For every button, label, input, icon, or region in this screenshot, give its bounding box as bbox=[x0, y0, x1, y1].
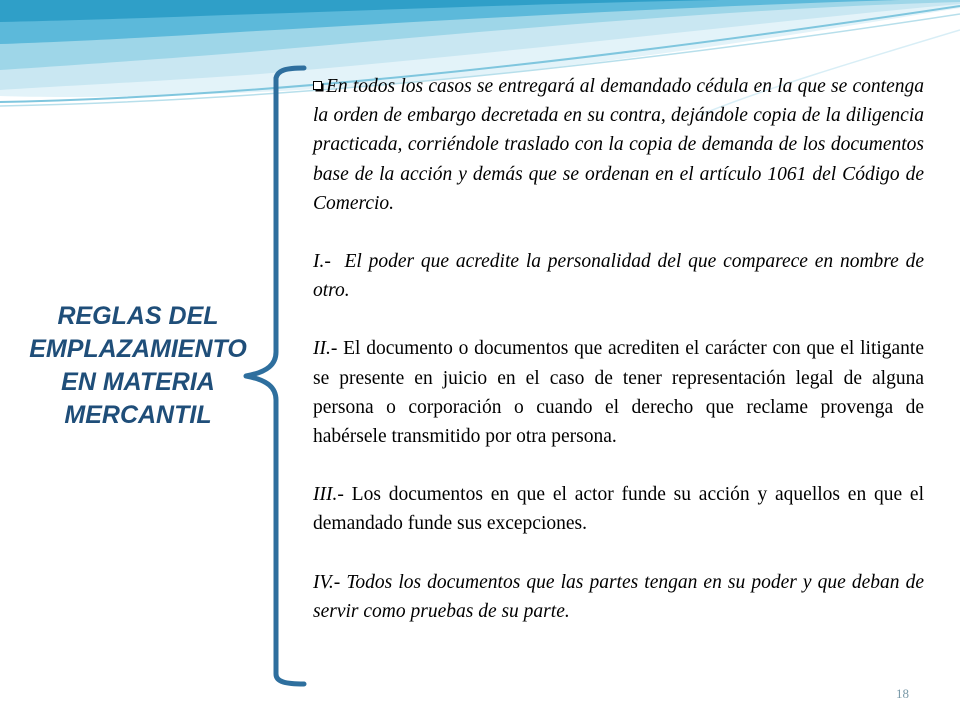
item-text: Los documentos en que el actor funde su acción y aquellos en que el demandado funde sus excepciones. bbox=[313, 484, 925, 535]
item-text: El documento o documentos que acrediten el carácter con que el litigante se presente en juicio en el caso de tener representación legal de alguna persona o corporación o cuando el derecho que reclame provenga de habérsele transmitido por otra persona. bbox=[313, 338, 925, 448]
paragraph-text: En todos los casos se entregará al demandado cédula en la que se contenga la orden de embargo decretada en su contra, dejándole copia de la diligencia practicada, corriéndole traslado con la copia de demanda de los documentos base de la acción y demás que se ordenan en el artículo 1061 del Código de Comercio. bbox=[313, 76, 924, 214]
item-paragraph-iii bbox=[313, 480, 924, 538]
item-paragraph-i bbox=[313, 247, 924, 305]
intro-paragraph bbox=[313, 72, 924, 218]
item-label: III.- bbox=[313, 484, 344, 506]
page-number: 18 bbox=[896, 686, 909, 701]
content-body bbox=[313, 72, 924, 626]
item-text: El poder que acredite la personalidad del que comparece en nombre de otro. bbox=[313, 251, 925, 302]
item-paragraph-iv bbox=[313, 568, 924, 626]
item-paragraph-ii bbox=[313, 334, 924, 451]
title-line: EMPLAZAMIENTO bbox=[29, 335, 247, 363]
item-label: II.- bbox=[313, 338, 338, 360]
slide-title bbox=[10, 300, 266, 432]
title-line: MERCANTIL bbox=[64, 401, 212, 429]
item-label: I.- bbox=[313, 251, 331, 273]
curly-brace-icon bbox=[238, 60, 308, 692]
item-text: Todos los documentos que las partes tengan en su poder y que deban de servir como pruebas de su parte. bbox=[313, 571, 924, 622]
checkbox-square-bullet-icon bbox=[313, 81, 324, 92]
item-label: IV.- bbox=[313, 571, 341, 593]
title-line: REGLAS DEL bbox=[57, 302, 219, 330]
title-line: EN MATERIA bbox=[61, 368, 215, 396]
